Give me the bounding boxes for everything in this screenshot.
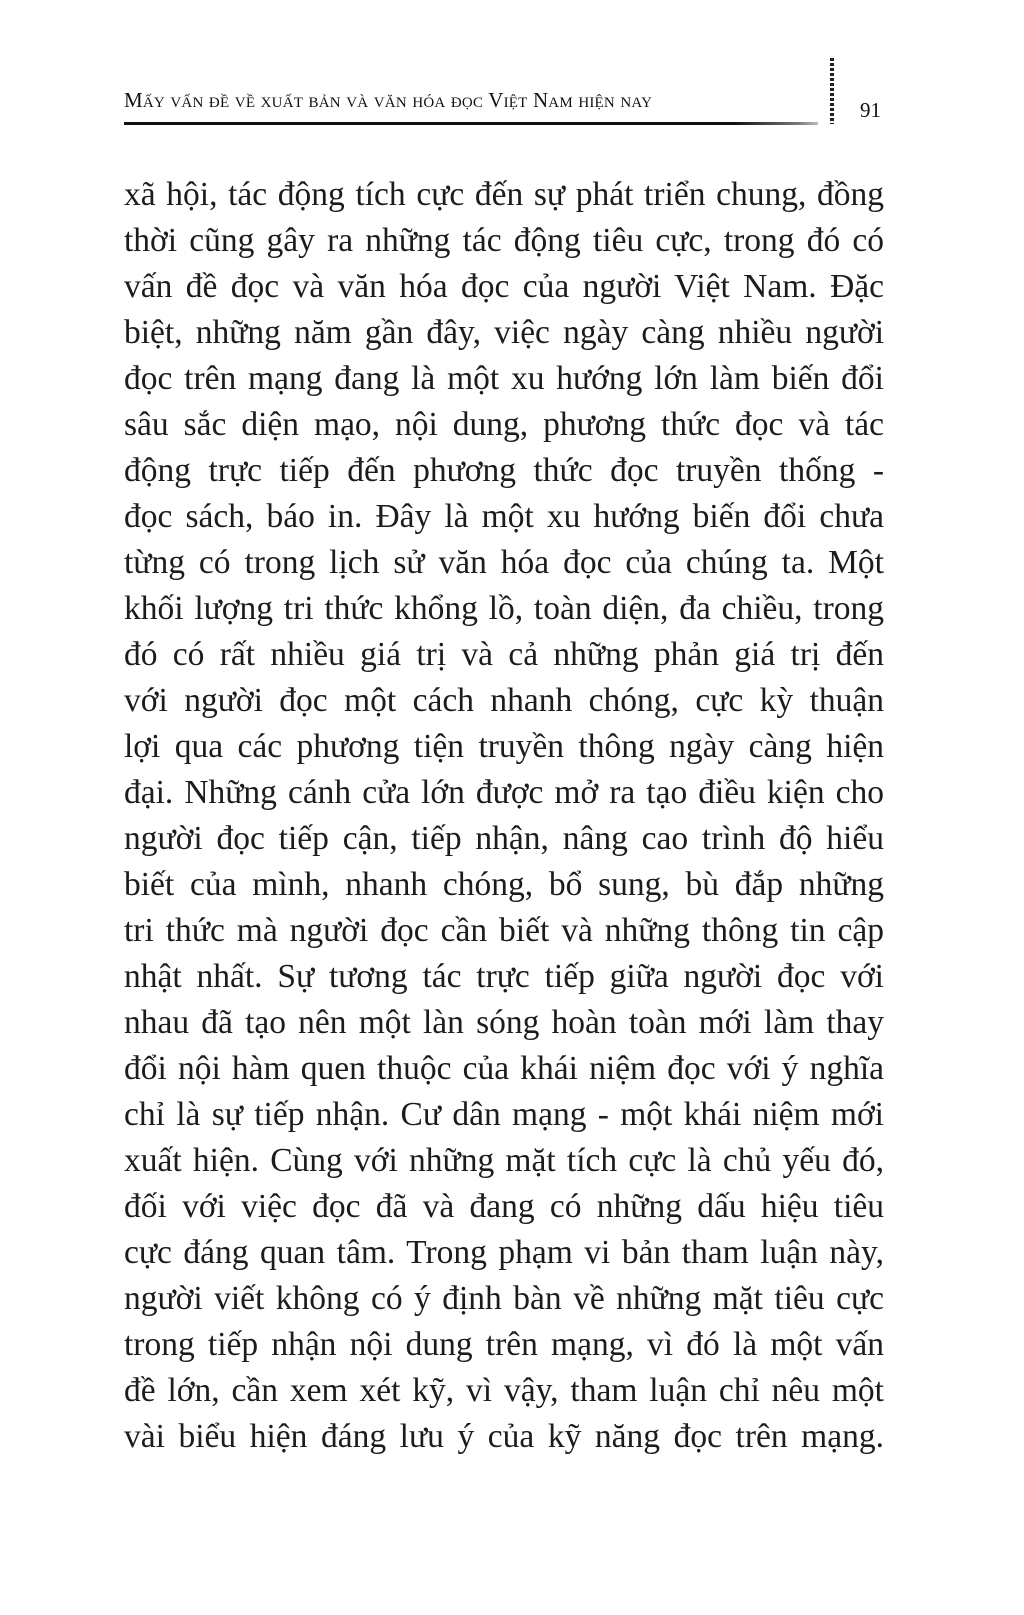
body-line: nhau đã tạo nên một làn sóng hoàn toàn mới làm thay: [124, 1004, 884, 1041]
running-header-title: Mấy vấn đề về xuất bản và văn hóa đọc Việt Nam hiện nay: [124, 88, 653, 112]
body-line: với người đọc một cách nhanh chóng, cực kỳ thuận: [124, 682, 884, 719]
body-line: vài biểu hiện đáng lưu ý của kỹ năng đọc trên mạng.: [124, 1418, 884, 1455]
body-line: chỉ là sự tiếp nhận. Cư dân mạng - một khái niệm mới: [124, 1096, 884, 1133]
body-line: xã hội, tác động tích cực đến sự phát triển chung, đồng: [124, 176, 884, 213]
body-line: đối với việc đọc đã và đang có những dấu hiệu tiêu: [124, 1188, 884, 1225]
body-line: xuất hiện. Cùng với những mặt tích cực là chủ yếu đó,: [124, 1142, 884, 1179]
body-line: biệt, những năm gần đây, việc ngày càng nhiều người: [124, 314, 884, 351]
page-number: 91: [860, 98, 881, 122]
body-line: vấn đề đọc và văn hóa đọc của người Việt Nam. Đặc: [124, 268, 884, 305]
header-separator: [830, 58, 834, 124]
body-line: đọc trên mạng đang là một xu hướng lớn làm biến đổi: [124, 360, 884, 397]
body-line: động trực tiếp đến phương thức đọc truyền thống -: [124, 452, 884, 489]
body-line: từng có trong lịch sử văn hóa đọc của chúng ta. Một: [124, 544, 884, 581]
body-line: nhật nhất. Sự tương tác trực tiếp giữa người đọc với: [124, 958, 884, 995]
body-line: đổi nội hàm quen thuộc của khái niệm đọc với ý nghĩa: [124, 1050, 884, 1087]
body-line: khối lượng tri thức khổng lồ, toàn diện, đa chiều, trong: [124, 590, 884, 627]
body-line: trong tiếp nhận nội dung trên mạng, vì đó là một vấn: [124, 1326, 884, 1363]
body-line: đọc sách, báo in. Đây là một xu hướng biến đổi chưa: [124, 498, 884, 535]
body-line: cực đáng quan tâm. Trong phạm vi bản tham luận này,: [124, 1234, 884, 1271]
body-paragraph: [124, 172, 884, 1460]
body-line: tri thức mà người đọc cần biết và những thông tin cập: [124, 912, 884, 949]
body-line: đại. Những cánh cửa lớn được mở ra tạo điều kiện cho: [124, 774, 884, 811]
body-line: người đọc tiếp cận, tiếp nhận, nâng cao trình độ hiểu: [124, 820, 884, 857]
body-line: sâu sắc diện mạo, nội dung, phương thức đọc và tác: [124, 406, 884, 443]
body-line: thời cũng gây ra những tác động tiêu cực, trong đó có: [124, 222, 884, 259]
body-line: lợi qua các phương tiện truyền thông ngày càng hiện: [124, 728, 884, 765]
body-line: biết của mình, nhanh chóng, bổ sung, bù đắp những: [124, 866, 884, 903]
body-line: đề lớn, cần xem xét kỹ, vì vậy, tham luận chỉ nêu một: [124, 1372, 884, 1409]
header-rule: [124, 122, 818, 125]
body-line: người viết không có ý định bàn về những mặt tiêu cực: [124, 1280, 884, 1317]
body-line: đó có rất nhiều giá trị và cả những phản giá trị đến: [124, 636, 884, 673]
